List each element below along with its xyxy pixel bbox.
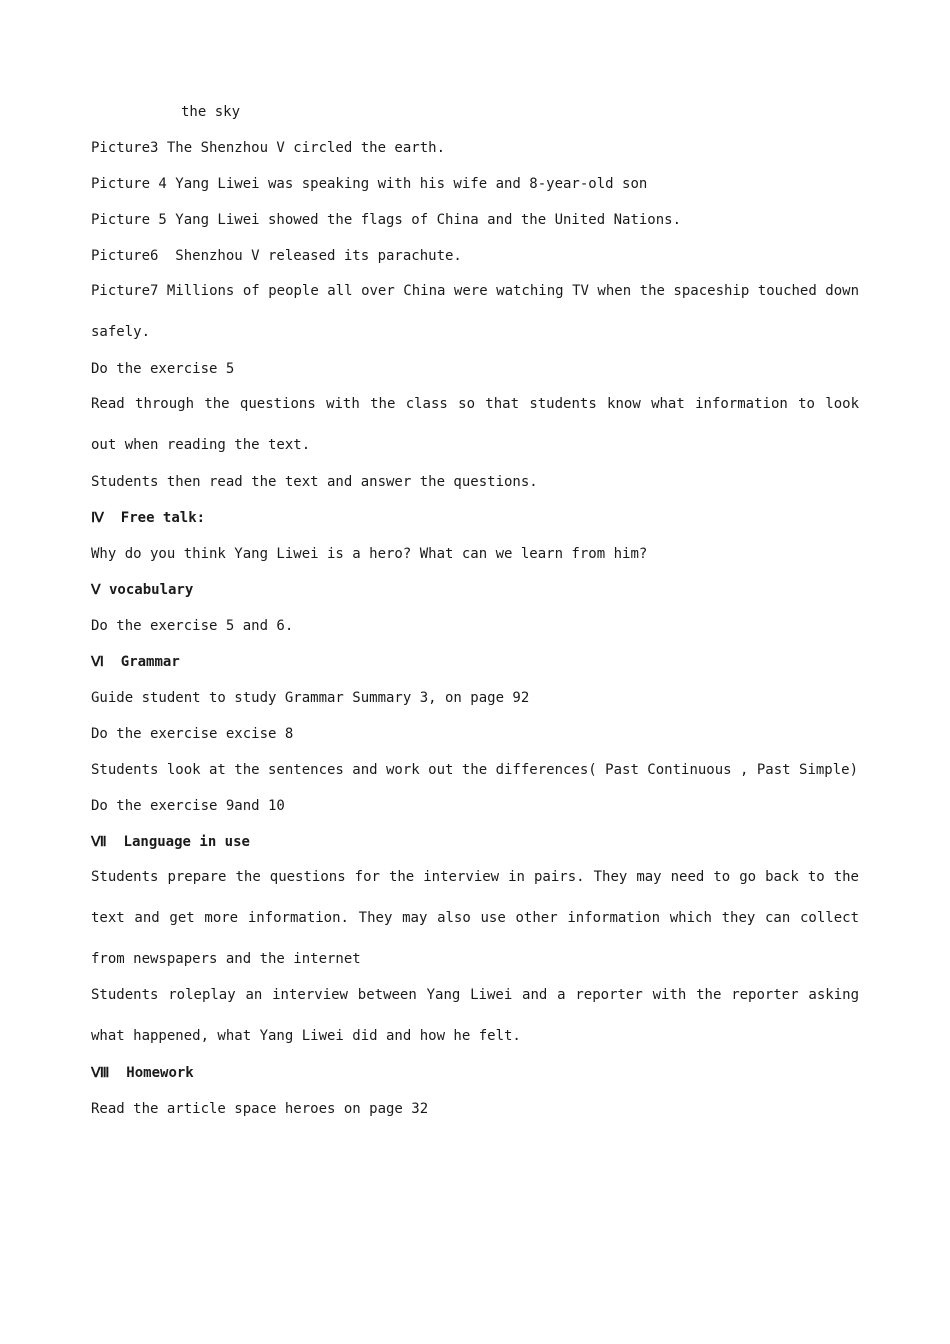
exercise-5-line: Do the exercise 5 [91,361,235,377]
read-through-paragraph: Read through the questions with the class so that students know what information to look out when reading the text. [91,396,859,453]
picture-4-line: Picture 4 Yang Liwei was speaking with his wife and 8-year-old son [91,176,648,192]
section-heading-vocabulary: Ⅴ vocabulary [91,582,194,598]
students-read-line: Students then read the text and answer the questions. [91,474,538,490]
vocabulary-exercise-line: Do the exercise 5 and 6. [91,618,294,634]
grammar-guide-line: Guide student to study Grammar Summary 3, on page 92 [91,690,530,706]
picture-3-line: Picture3 The Shenzhou V circled the earth. [91,140,446,156]
section-heading-language-in-use: Ⅶ Language in use [91,834,250,850]
picture-6-line: Picture6 Shenzhou V released its parachute. [91,248,462,264]
picture-7-paragraph: Picture7 Millions of people all over China were watching TV when the spaceship touched down safely. [91,283,859,340]
section-heading-homework: Ⅷ Homework [91,1065,194,1081]
exercise-9-10-line: Do the exercise 9and 10 [91,798,285,814]
interview-prep-paragraph: Students prepare the questions for the interview in pairs. They may need to go back to the text and get more information. They may also use other information which they can collect from newspapers and the internet [91,869,859,967]
continuation-line: the sky [181,104,241,120]
homework-line: Read the article space heroes on page 32 [91,1101,429,1117]
free-talk-question: Why do you think Yang Liwei is a hero? What can we learn from him? [91,546,648,562]
picture-5-line: Picture 5 Yang Liwei showed the flags of China and the United Nations. [91,212,682,228]
exercise-8-line: Do the exercise excise 8 [91,726,294,742]
section-heading-grammar: Ⅵ Grammar [91,654,180,670]
differences-line: Students look at the sentences and work out the differences( Past Continuous , Past Simple) [91,762,859,778]
roleplay-paragraph: Students roleplay an interview between Yang Liwei and a reporter with the reporter asking what happened, what Yang Liwei did and how he felt. [91,987,859,1044]
section-heading-free-talk: Ⅳ Free talk: [91,510,206,526]
